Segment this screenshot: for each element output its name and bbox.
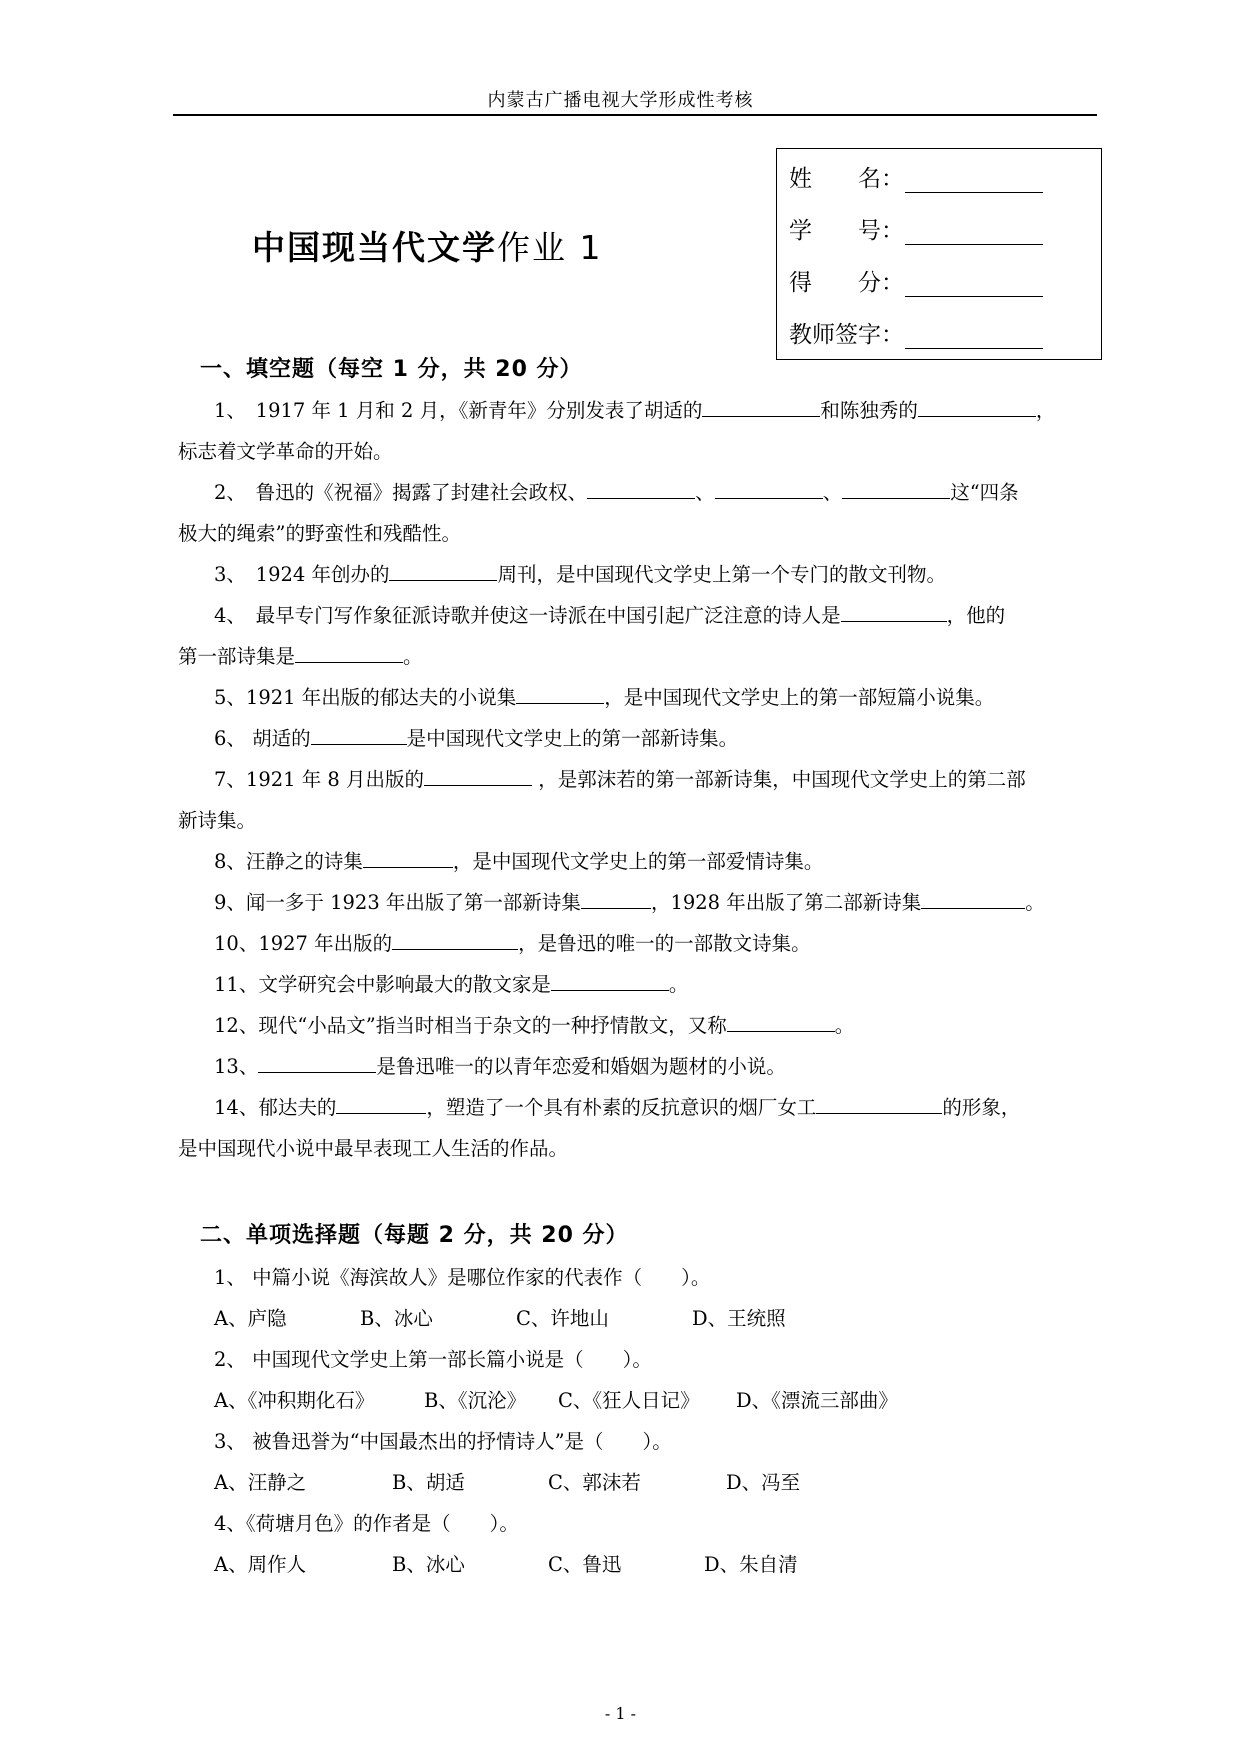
info-row-teacher: [789, 319, 1043, 349]
q6-text: 是中国现代文学史上的第一部新诗集。: [406, 727, 739, 750]
question-12: [178, 1005, 1098, 1046]
option-b[interactable]: B、《沉沦》: [424, 1389, 527, 1412]
q13-text: 是鲁迅唯一的以青年恋爱和婚姻为题材的小说。: [376, 1055, 786, 1078]
q14-text: ，塑造了一个具有朴素的反抗意识的烟厂女工: [426, 1096, 817, 1119]
mc-options-1: [214, 1303, 786, 1331]
question-8: [178, 841, 1098, 882]
q13-text: 13、: [214, 1055, 259, 1078]
answer-blank[interactable]: [587, 480, 695, 499]
question-6: [178, 718, 1098, 759]
q8-text: ，是中国现代文学史上的第一部爱情诗集。: [452, 850, 824, 873]
info-row-name: [789, 163, 1043, 193]
answer-blank[interactable]: [727, 1013, 835, 1032]
page-number: - 1 -: [604, 1704, 637, 1723]
name-label: 姓 名：: [789, 166, 904, 192]
answer-blank[interactable]: [336, 1095, 426, 1114]
mc-question-3: 3、 被鲁迅誉为“中国最杰出的抒情诗人”是（ ）。: [214, 1430, 672, 1453]
answer-blank[interactable]: [363, 849, 453, 868]
q7-text: 7、1921 年 8 月出版的: [214, 768, 425, 791]
header-rule: [173, 114, 1097, 116]
q9-text: 。: [1025, 891, 1045, 914]
section2-heading: 二、单项选择题（每题 2 分，共 20 分）: [200, 1223, 629, 1248]
page-header: 内蒙古广播电视大学形成性考核: [487, 90, 754, 111]
answer-blank[interactable]: [311, 726, 407, 745]
q8-text: 8、汪静之的诗集: [214, 850, 363, 873]
q7-text: ，是郭沫若的第一部新诗集，中国现代文学史上的第二部: [538, 768, 1026, 791]
option-b[interactable]: B、冰心: [360, 1307, 433, 1330]
option-c[interactable]: C、《狂人日记》: [558, 1389, 700, 1412]
question-3: [178, 554, 1098, 595]
q7-text: 新诗集。: [178, 809, 257, 832]
q4-text: 。: [403, 645, 423, 668]
q4-text: 4、 最早专门写作象征派诗歌并使这一诗派在中国引起广泛注意的诗人是: [214, 604, 841, 627]
q5-text: ，是中国现代文学史上的第一部短篇小说集。: [604, 686, 995, 709]
option-d[interactable]: D、《漂流三部曲》: [736, 1389, 898, 1412]
q2-text: 、: [822, 481, 843, 504]
option-d[interactable]: D、朱自清: [704, 1553, 798, 1576]
q12-text: 。: [834, 1014, 855, 1037]
answer-blank[interactable]: [551, 972, 669, 991]
q3-text: 3、 1924 年创办的: [214, 563, 390, 586]
mc-question-1: 1、 中篇小说《海滨故人》是哪位作家的代表作（ ）。: [214, 1266, 711, 1289]
option-a[interactable]: A、《冲积期化石》: [214, 1389, 375, 1412]
title-main: 中国现当代文学: [252, 228, 497, 267]
mc-options-3: [214, 1467, 800, 1495]
mc-question-2: 2、 中国现代文学史上第一部长篇小说是（ ）。: [214, 1348, 652, 1371]
answer-blank[interactable]: [921, 890, 1025, 909]
name-field[interactable]: [905, 168, 1043, 193]
question-1: [178, 390, 1098, 472]
question-13: [178, 1046, 1098, 1087]
q14-text: 14、郁达夫的: [214, 1096, 337, 1119]
q14-text: 是中国现代小说中最早表现工人生活的作品。: [178, 1137, 569, 1160]
q2-text: 2、 鲁迅的《祝福》揭露了封建社会政权、: [214, 481, 588, 504]
id-field[interactable]: [905, 220, 1043, 245]
q1-text: ，: [1035, 399, 1056, 422]
q11-text: 11、文学研究会中影响最大的散文家是: [214, 973, 551, 996]
teacher-signature-field[interactable]: [905, 324, 1043, 349]
q9-text: 9、闻一多于 1923 年出版了第一部新诗集: [214, 891, 581, 914]
question-10: [178, 923, 1098, 964]
q14-text: 的形象，: [942, 1096, 1021, 1119]
answer-blank[interactable]: [842, 480, 950, 499]
id-label: 学 号：: [789, 218, 904, 244]
question-7: [178, 759, 1098, 841]
option-a[interactable]: A、汪静之: [214, 1471, 307, 1494]
option-b[interactable]: B、胡适: [392, 1471, 465, 1494]
answer-blank[interactable]: [392, 931, 518, 950]
question-14: [178, 1087, 1098, 1169]
option-a[interactable]: A、周作人: [214, 1553, 307, 1576]
question-2: [178, 472, 1098, 554]
q2-text: 这“四条: [950, 481, 1019, 504]
option-b[interactable]: B、冰心: [392, 1553, 465, 1576]
q1-text: 和陈独秀的: [820, 399, 918, 422]
q4-text: ，他的: [946, 604, 1006, 627]
score-field[interactable]: [905, 272, 1043, 297]
mc-options-4: [214, 1549, 798, 1577]
answer-blank[interactable]: [516, 685, 604, 704]
answer-blank[interactable]: [702, 398, 820, 417]
info-row-id: [789, 215, 1043, 245]
answer-blank[interactable]: [258, 1054, 376, 1073]
option-c[interactable]: C、鲁迅: [548, 1553, 622, 1576]
answer-blank[interactable]: [715, 480, 823, 499]
answer-blank[interactable]: [389, 562, 497, 581]
q10-text: 10、1927 年出版的: [214, 932, 393, 955]
q5-text: 5、1921 年出版的郁达夫的小说集: [214, 686, 517, 709]
answer-blank[interactable]: [295, 644, 403, 663]
q9-text: ，1928 年出版了第二部新诗集: [650, 891, 922, 914]
option-a[interactable]: A、庐隐: [214, 1307, 287, 1330]
question-5: [178, 677, 1098, 718]
option-c[interactable]: C、许地山: [516, 1307, 609, 1330]
q11-text: 。: [668, 973, 689, 996]
section1-heading: 一、填空题（每空 1 分，共 20 分）: [200, 357, 583, 382]
q1-text: 标志着文学革命的开始。: [178, 440, 393, 463]
document-title: [252, 222, 603, 269]
answer-blank[interactable]: [816, 1095, 942, 1114]
q3-text: 周刊，是中国现代文学史上第一个专门的散文刊物。: [497, 563, 946, 586]
q6-text: 6、 胡适的: [214, 727, 311, 750]
answer-blank[interactable]: [918, 398, 1036, 417]
score-label: 得 分：: [789, 270, 904, 296]
q2-text: 、: [695, 481, 715, 504]
teacher-label: 教师签字：: [789, 322, 904, 348]
question-4: [178, 595, 1098, 677]
title-suffix: 作业 1: [497, 228, 603, 267]
q12-text: 12、现代“小品文”指当时相当于杂文的一种抒情散文，又称: [214, 1014, 727, 1037]
option-c[interactable]: C、郭沫若: [548, 1471, 641, 1494]
info-row-score: [789, 267, 1043, 297]
student-info-box: [776, 148, 1102, 360]
mc-options-2: [214, 1385, 898, 1413]
q10-text: ，是鲁迅的唯一的一部散文诗集。: [518, 932, 811, 955]
answer-blank[interactable]: [424, 767, 532, 786]
q4-text: 第一部诗集是: [178, 645, 296, 668]
q1-text: 1、 1917 年 1 月和 2 月，《新青年》分别发表了胡适的: [214, 399, 703, 422]
option-d[interactable]: D、王统照: [692, 1307, 786, 1330]
answer-blank[interactable]: [841, 603, 947, 622]
question-9: [178, 882, 1098, 923]
answer-blank[interactable]: [581, 890, 651, 909]
question-11: [178, 964, 1098, 1005]
option-d[interactable]: D、冯至: [726, 1471, 801, 1494]
q2-text: 极大的绳索”的野蛮性和残酷性。: [178, 522, 461, 545]
mc-question-4: 4、《荷塘月色》的作者是（ ）。: [214, 1512, 519, 1535]
